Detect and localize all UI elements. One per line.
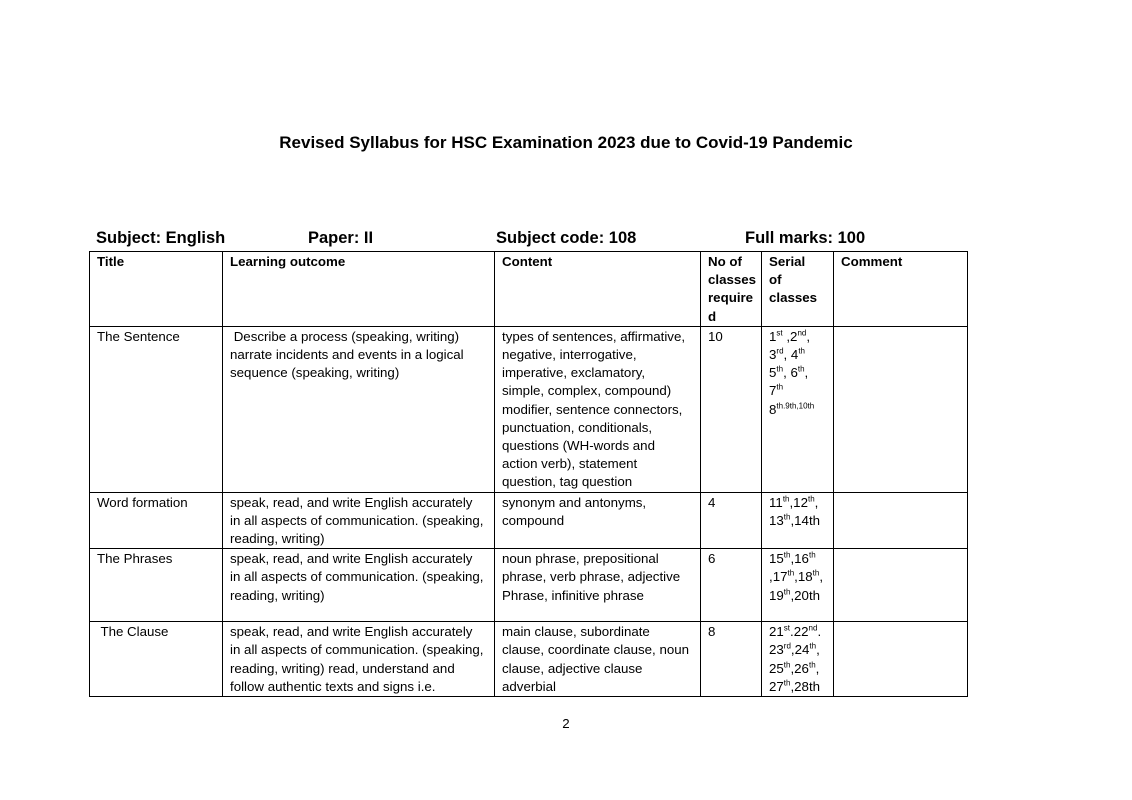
serial-number: ,18 — [794, 569, 813, 585]
serial-number: ,14th — [790, 512, 821, 528]
table-row — [90, 549, 968, 622]
ordinal-suffix: rd — [783, 642, 791, 652]
serial-number: ,28th — [790, 678, 821, 694]
outcome-line: in all aspects of communication. (speaking, — [230, 512, 484, 528]
table-row — [90, 622, 968, 697]
content-line: clause, adjective clause — [502, 660, 643, 676]
ordinal-suffix: nd — [808, 623, 818, 633]
header-line: classes — [708, 272, 757, 288]
header-learning-outcome: Learning outcome — [223, 252, 495, 327]
serial-line — [769, 568, 827, 586]
header-content: Content — [495, 252, 701, 327]
content-cell — [495, 492, 701, 549]
serial-number: 13 — [769, 512, 784, 528]
outcome-line: speak, read, and write English accurately — [230, 624, 473, 640]
outcome-line: speak, read, and write English accurately — [230, 551, 473, 567]
serial-separator: , — [814, 494, 819, 510]
header-row — [90, 252, 968, 327]
serial-number: 21 — [769, 624, 784, 640]
header-line: Serial — [769, 254, 806, 269]
ordinal-suffix: th — [798, 346, 805, 356]
serial-number: ,24 — [790, 642, 810, 658]
learning-outcome-cell — [223, 326, 495, 492]
serial-number: 1 — [769, 328, 777, 344]
header-line: require — [708, 290, 754, 306]
content-line: negative, interrogative, — [502, 347, 637, 363]
table-row — [90, 326, 968, 492]
topic-title: The Sentence — [97, 328, 180, 344]
content-line: modifier, sentence connectors, — [502, 401, 683, 417]
content-line: compound — [502, 512, 565, 528]
classes-count: 10 — [708, 328, 723, 344]
serial-cell — [762, 549, 834, 622]
serial-number: ,12 — [789, 494, 808, 510]
content-line: questions (WH-words and — [502, 438, 655, 454]
topic-title-cell — [90, 549, 223, 622]
ordinal-suffix: nd — [797, 328, 807, 338]
content-cell — [495, 326, 701, 492]
serial-number: ,20th — [790, 587, 821, 603]
serial-number: ,17 — [769, 569, 788, 585]
serial-cell — [762, 326, 834, 492]
topic-title-cell — [90, 492, 223, 549]
serial-line — [769, 623, 827, 641]
content-line: adverbial — [502, 678, 556, 694]
ordinal-suffix: th — [782, 494, 790, 504]
header-comment: Comment — [834, 252, 968, 327]
ordinal-suffix: th — [783, 660, 791, 670]
ordinal-suffix: th — [807, 494, 815, 504]
header-line: of — [769, 272, 782, 288]
header-title: Title — [90, 252, 223, 327]
header-line: d — [708, 308, 717, 324]
content-line: types of sentences, affirmative, — [502, 328, 686, 344]
serial-line — [769, 382, 827, 400]
topic-title: The Clause — [97, 624, 169, 640]
outcome-line: follow authentic texts and signs i.e. — [230, 678, 436, 694]
ordinal-suffix: th — [783, 587, 791, 597]
serial-number: 23 — [769, 642, 784, 658]
page-number: 2 — [562, 716, 570, 731]
table-row — [90, 492, 968, 549]
ordinal-suffix: th — [809, 642, 817, 652]
serial-separator: , — [816, 642, 820, 658]
serial-line — [769, 678, 827, 696]
serial-separator: , — [815, 660, 820, 676]
classes-count-cell — [701, 549, 762, 622]
serial-number: , 6 — [783, 365, 798, 381]
comment-cell — [834, 326, 968, 492]
serial-number: 7 — [769, 383, 777, 399]
ordinal-suffix: th — [783, 550, 791, 560]
serial-number: ,26 — [790, 660, 809, 676]
header-serial-of-classes — [762, 252, 834, 327]
serial-line — [769, 494, 827, 512]
subject-label: Subject: English — [96, 229, 226, 247]
serial-line — [769, 641, 827, 659]
learning-outcome-cell — [223, 622, 495, 697]
topic-title-cell — [90, 326, 223, 492]
serial-line — [769, 660, 827, 678]
ordinal-suffix: th — [812, 569, 820, 579]
outcome-line: reading, writing) read, understand and — [230, 660, 455, 676]
topic-title: The Phrases — [97, 551, 173, 567]
serial-number: 8 — [769, 401, 777, 417]
comment-cell — [834, 492, 968, 549]
document-title: Revised Syllabus for HSC Examination 2023 due to Covid-19 Pandemic — [279, 133, 853, 152]
serial-line — [769, 550, 827, 568]
serial-number: ,16 — [790, 551, 809, 567]
serial-number: 19 — [769, 587, 784, 603]
serial-line — [769, 512, 827, 530]
serial-separator: , — [819, 569, 824, 585]
classes-count: 6 — [708, 551, 716, 567]
ordinal-suffix: th — [783, 678, 791, 688]
outcome-line: narrate incidents and events in a logical — [230, 347, 464, 363]
header-no-of-classes — [701, 252, 762, 327]
comment-cell — [834, 622, 968, 697]
ordinal-suffix: th — [797, 364, 805, 374]
serial-number: ,2 — [782, 328, 798, 344]
content-line: phrase, verb phrase, adjective — [502, 569, 681, 585]
serial-line — [769, 401, 827, 419]
comment-cell — [834, 549, 968, 622]
content-line: simple, complex, compound) — [502, 383, 672, 399]
topic-title: Word formation — [97, 494, 188, 510]
outcome-line: in all aspects of communication. (speaking, — [230, 642, 484, 658]
serial-number: 3 — [769, 347, 777, 363]
ordinal-suffix: th — [776, 383, 784, 392]
content-cell — [495, 549, 701, 622]
content-line: main clause, subordinate — [502, 624, 650, 640]
serial-number: .22 — [790, 624, 809, 640]
header-line: classes — [769, 290, 818, 306]
paper-label: Paper: II — [308, 229, 374, 247]
header-line: No of — [708, 254, 742, 269]
classes-count: 8 — [708, 624, 716, 640]
serial-line — [769, 346, 827, 364]
classes-count-cell — [701, 326, 762, 492]
serial-cell — [762, 492, 834, 549]
full-marks-label: Full marks: 100 — [745, 229, 866, 247]
classes-count-cell — [701, 622, 762, 697]
content-cell — [495, 622, 701, 697]
outcome-line: Describe a process (speaking, writing) — [230, 328, 460, 344]
content-line: noun phrase, prepositional — [502, 551, 659, 567]
outcome-line: reading, writing) — [230, 587, 325, 603]
content-line: question, tag question — [502, 474, 633, 490]
classes-count-cell — [701, 492, 762, 549]
ordinal-suffix: th — [783, 512, 791, 522]
serial-line — [769, 328, 827, 346]
content-line: clause, coordinate clause, noun — [502, 642, 690, 658]
serial-line — [769, 587, 827, 605]
ordinal-suffix: st — [783, 623, 791, 633]
serial-separator: . — [817, 624, 822, 640]
content-line: action verb), statement — [502, 456, 638, 472]
outcome-line: sequence (speaking, writing) — [230, 365, 400, 381]
serial-number: , 4 — [783, 347, 799, 363]
serial-line — [769, 364, 827, 382]
content-line: synonym and antonyms, — [502, 494, 647, 510]
serial-cell — [762, 622, 834, 697]
learning-outcome-cell — [223, 549, 495, 622]
ordinal-suffix: st — [776, 328, 783, 338]
serial-number: 27 — [769, 678, 784, 694]
ordinal-suffix: th — [787, 569, 795, 579]
serial-number: 5 — [769, 365, 777, 381]
outcome-line: in all aspects of communication. (speaking, — [230, 569, 484, 585]
ordinal-suffix: th — [808, 550, 816, 560]
content-line: punctuation, conditionals, — [502, 419, 653, 435]
content-line: imperative, exclamatory, — [502, 365, 646, 381]
learning-outcome-cell — [223, 492, 495, 549]
serial-separator: , — [804, 365, 809, 381]
content-line: Phrase, infinitive phrase — [502, 587, 644, 603]
serial-number: 15 — [769, 551, 784, 567]
topic-title-cell — [90, 622, 223, 697]
ordinal-suffix: th — [808, 660, 816, 670]
ordinal-suffix: th.9th,10th — [776, 401, 815, 411]
ordinal-suffix: th — [776, 364, 784, 374]
ordinal-suffix: rd — [776, 346, 784, 356]
outcome-line: reading, writing) — [230, 531, 325, 547]
outcome-line: speak, read, and write English accurately — [230, 494, 473, 510]
serial-separator: , — [806, 328, 811, 344]
classes-count: 4 — [708, 494, 716, 510]
serial-number: 25 — [769, 660, 784, 676]
serial-number: 11 — [769, 494, 783, 510]
syllabus-table — [89, 251, 968, 697]
subject-code-label: Subject code: 108 — [496, 229, 637, 247]
